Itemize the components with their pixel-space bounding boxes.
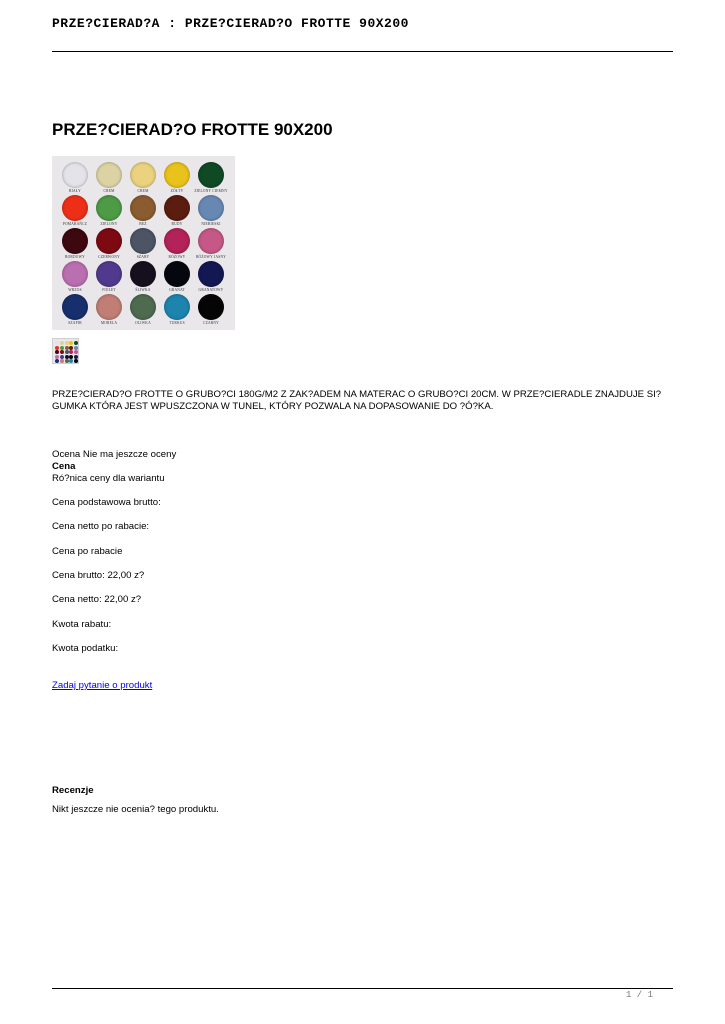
- footer-divider: [52, 988, 673, 989]
- color-swatch-label: ZIELONY: [100, 222, 118, 226]
- thumbnail-swatch: [55, 350, 59, 354]
- color-swatch: [96, 261, 122, 287]
- color-swatch-label: GRANAT: [169, 288, 185, 292]
- price-after-discount: Cena po rabacie: [52, 546, 123, 557]
- color-swatch: [198, 162, 224, 188]
- tax-amount: Kwota podatku:: [52, 643, 119, 654]
- thumbnail-swatch: [74, 359, 78, 363]
- product-image-color-swatches: [52, 156, 235, 330]
- product-thumbnail[interactable]: [52, 338, 79, 364]
- thumbnail-swatch: [65, 350, 69, 354]
- thumbnail-swatch: [60, 359, 64, 363]
- color-swatch: [164, 228, 190, 254]
- thumbnail-swatch: [65, 341, 69, 345]
- color-swatch-label: CZERWONY: [98, 255, 120, 259]
- thumbnail-swatch: [65, 355, 69, 359]
- color-swatch-label: BORDOWY: [65, 255, 85, 259]
- color-swatch: [164, 261, 190, 287]
- color-swatch-label: BIAŁY: [69, 189, 81, 193]
- color-swatch: [96, 162, 122, 188]
- color-swatch: [62, 195, 88, 221]
- color-swatch: [198, 294, 224, 320]
- color-swatch: [62, 261, 88, 287]
- price-base-gross: Cena podstawowa brutto:: [52, 497, 161, 508]
- thumbnail-swatch: [55, 341, 59, 345]
- color-swatch-label: OLIWKA: [135, 321, 151, 325]
- color-swatch-label: CREM: [137, 189, 149, 193]
- color-swatch: [96, 228, 122, 254]
- color-swatch-label: SZAFIR: [68, 321, 82, 325]
- thumbnail-swatch: [65, 359, 69, 363]
- thumbnail-swatch: [55, 355, 59, 359]
- color-swatch: [130, 228, 156, 254]
- price-gross: Cena brutto: 22,00 z?: [52, 570, 145, 581]
- color-swatch-label: GRANATOWY: [198, 288, 224, 292]
- thumbnail-swatch: [60, 350, 64, 354]
- reviews-empty-text: Nikt jeszcze nie ocenia? tego produktu.: [52, 804, 219, 815]
- reviews-heading: Recenzje: [52, 785, 94, 796]
- color-swatch: [198, 261, 224, 287]
- color-swatch: [198, 228, 224, 254]
- color-swatch: [62, 162, 88, 188]
- color-swatch-label: BEŻ: [139, 222, 147, 226]
- thumbnail-swatch: [69, 359, 73, 363]
- product-title: PRZE?CIERAD?O FROTTE 90X200: [52, 120, 333, 139]
- thumbnail-swatch: [69, 341, 73, 345]
- color-swatch-label: FIOLET: [102, 288, 116, 292]
- color-swatch-label: NIEBIESKI: [201, 222, 221, 226]
- thumbnail-swatch: [55, 359, 59, 363]
- price-net: Cena netto: 22,00 z?: [52, 594, 142, 605]
- thumbnail-swatch: [55, 346, 59, 350]
- color-swatch: [96, 195, 122, 221]
- color-swatch: [164, 195, 190, 221]
- color-swatch-label: WRZOS: [68, 288, 82, 292]
- color-swatch-label: CZARNY: [203, 321, 219, 325]
- thumbnail-swatch: [60, 341, 64, 345]
- price-net-after-discount: Cena netto po rabacie:: [52, 521, 150, 532]
- color-swatch: [62, 228, 88, 254]
- product-description: PRZE?CIERAD?O FROTTE O GRUBO?CI 180G/M2 Z ZAK?ADEM NA MATERAC O GRUBO?CI 20CM. W PRZE?CIERADLE ZNAJDUJE SI? GUMKA KTÓRA JEST WPUSZCZONA W TUNEL, KTÓRY POZWALA NA DOPASOWANIE DO ?Ó?KA.: [52, 389, 662, 412]
- color-swatch: [62, 294, 88, 320]
- thumbnail-swatch: [69, 350, 73, 354]
- color-swatch-label: RUDY: [171, 222, 183, 226]
- color-swatch-label: ZIELONY CIEMNY: [194, 189, 228, 193]
- document-header-title: PRZE?CIERAD?A : PRZE?CIERAD?O FROTTE 90X200: [52, 16, 409, 31]
- thumbnail-swatch: [74, 350, 78, 354]
- ask-question-link[interactable]: Zadaj pytanie o produkt: [52, 680, 153, 691]
- thumbnail-swatch: [69, 346, 73, 350]
- color-swatch-label: SZARY: [136, 255, 150, 259]
- thumbnail-swatch: [69, 355, 73, 359]
- color-swatch: [198, 195, 224, 221]
- color-swatch-label: TURKUS: [169, 321, 185, 325]
- color-swatch: [130, 294, 156, 320]
- color-swatch-label: RÓŻOWY JASNY: [195, 255, 227, 259]
- price-heading: Cena: [52, 461, 76, 472]
- color-swatch: [130, 162, 156, 188]
- thumbnail-swatch: [60, 355, 64, 359]
- color-swatch-label: RÓŻOWY: [168, 255, 186, 259]
- color-swatch-label: ŻÓŁTY: [170, 189, 184, 193]
- color-swatch-label: CREM: [103, 189, 115, 193]
- rating-text: Ocena Nie ma jeszcze oceny: [52, 449, 177, 460]
- thumbnail-swatch: [74, 341, 78, 345]
- color-swatch: [164, 162, 190, 188]
- color-swatch-label: ŚLIWKA: [135, 288, 151, 292]
- color-swatch-label: MORELA: [100, 321, 118, 325]
- thumbnail-swatch: [74, 346, 78, 350]
- thumbnail-swatch: [65, 346, 69, 350]
- thumbnail-swatch: [60, 346, 64, 350]
- header-divider: [52, 51, 673, 52]
- color-swatch: [130, 261, 156, 287]
- page-number: 1 / 1: [626, 990, 654, 1000]
- color-swatch: [130, 195, 156, 221]
- color-swatch: [164, 294, 190, 320]
- color-swatch: [96, 294, 122, 320]
- price-variant-difference: Ró?nica ceny dla wariantu: [52, 473, 165, 484]
- color-swatch-label: POMARAŃCZ: [62, 222, 88, 226]
- thumbnail-swatch: [74, 355, 78, 359]
- discount-amount: Kwota rabatu:: [52, 619, 112, 630]
